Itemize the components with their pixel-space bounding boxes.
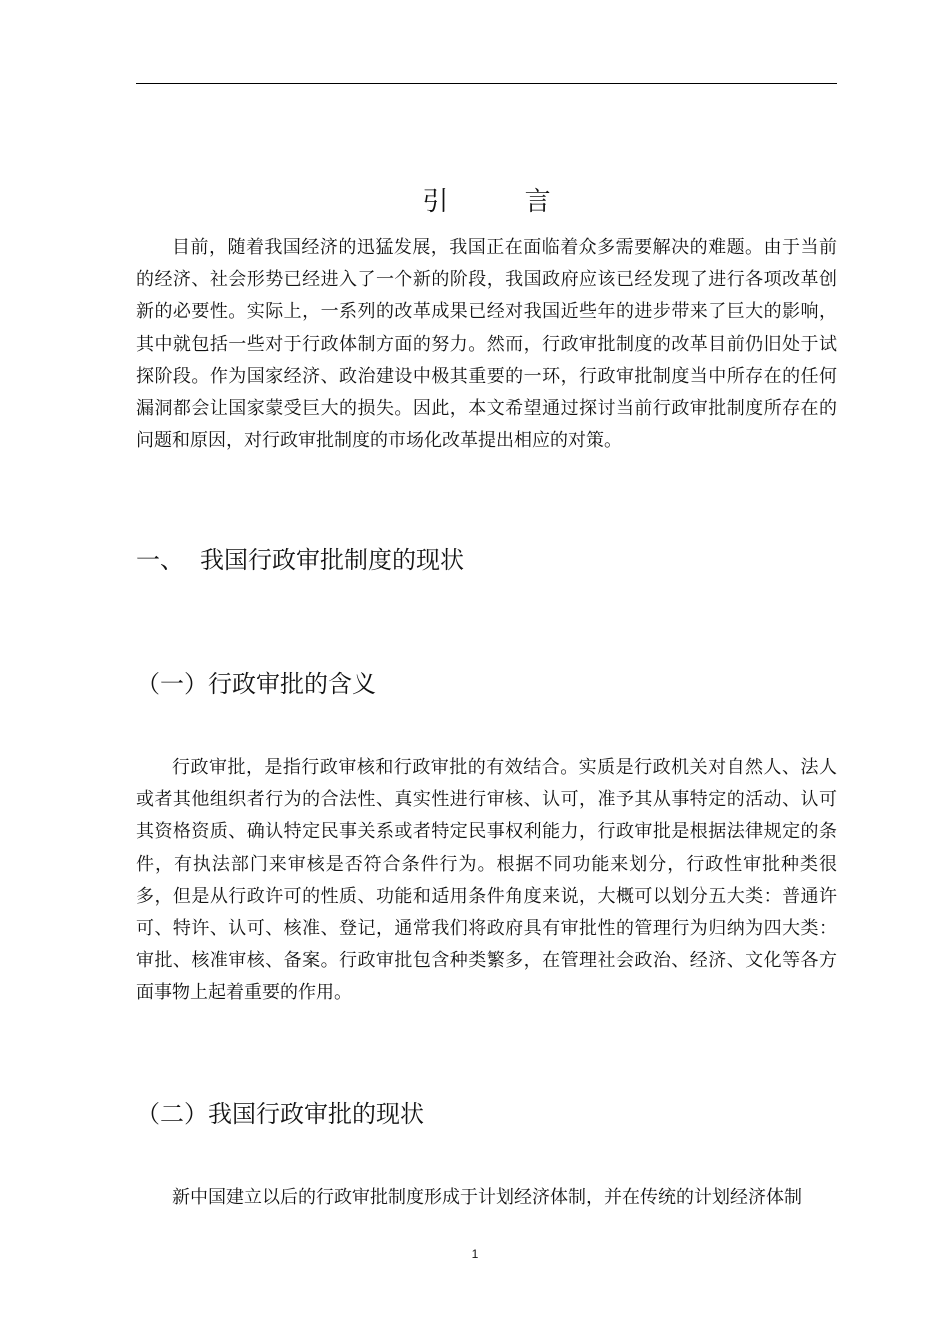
subsection-heading-1: （一）行政审批的含义 bbox=[136, 670, 376, 698]
page-number: 1 bbox=[471, 1247, 479, 1261]
section-heading-1 bbox=[136, 538, 464, 582]
subsection-heading-2: （二）我国行政审批的现状 bbox=[136, 1100, 424, 1128]
section-number: 一、 bbox=[136, 546, 184, 574]
subsection-1-paragraph: 行政审批，是指行政审核和行政审批的有效结合。实质是行政机关对自然人、法人或者其他组织者行为的合法性、真实性进行审核、认可，准予其从事特定的活动、认可其资格资质、确认特定民事关系或者特定民事权利能力，行政审批是根据法律规定的条件，有执法部门来审核是否符合条件行为。根据不同功能来划分，行政性审批种类很多，但是从行政许可的性质、功能和适用条件角度来说，大概可以划分五大类：普通许可、特许、认可、核准、登记，通常我们将政府具有审批性的管理行为归纳为四大类：审批、核准审核、备案。行政审批包含种类繁多，在管理社会政治、经济、文化等各方面事物上起着重要的作用。 bbox=[136, 757, 837, 1004]
section-heading-text: 我国行政审批制度的现状 bbox=[200, 546, 464, 574]
header-rule bbox=[136, 83, 837, 84]
intro-paragraph: 目前，随着我国经济的迅猛发展，我国正在面临着众多需要解决的难题。由于当前的经济、社会形势已经进入了一个新的阶段，我国政府应该已经发现了进行各项改革创新的必要性。实际上，一系列的改革成果已经对我国近些年的进步带来了巨大的影响，其中就包括一些对于行政体制方面的努力。然而，行政审批制度的改革目前仍旧处于试探阶段。作为国家经济、政治建设中极其重要的一环，行政审批制度当中所存在的任何漏洞都会让国家蒙受巨大的损失。因此，本文希望通过探讨当前行政审批制度所存在的问题和原因，对行政审批制度的市场化改革提出相应的对策。 bbox=[136, 237, 837, 452]
page-title: 引 言 bbox=[422, 187, 585, 217]
subsection-2-paragraph: 新中国建立以后的行政审批制度形成于计划经济体制，并在传统的计划经济体制 bbox=[172, 1187, 802, 1208]
